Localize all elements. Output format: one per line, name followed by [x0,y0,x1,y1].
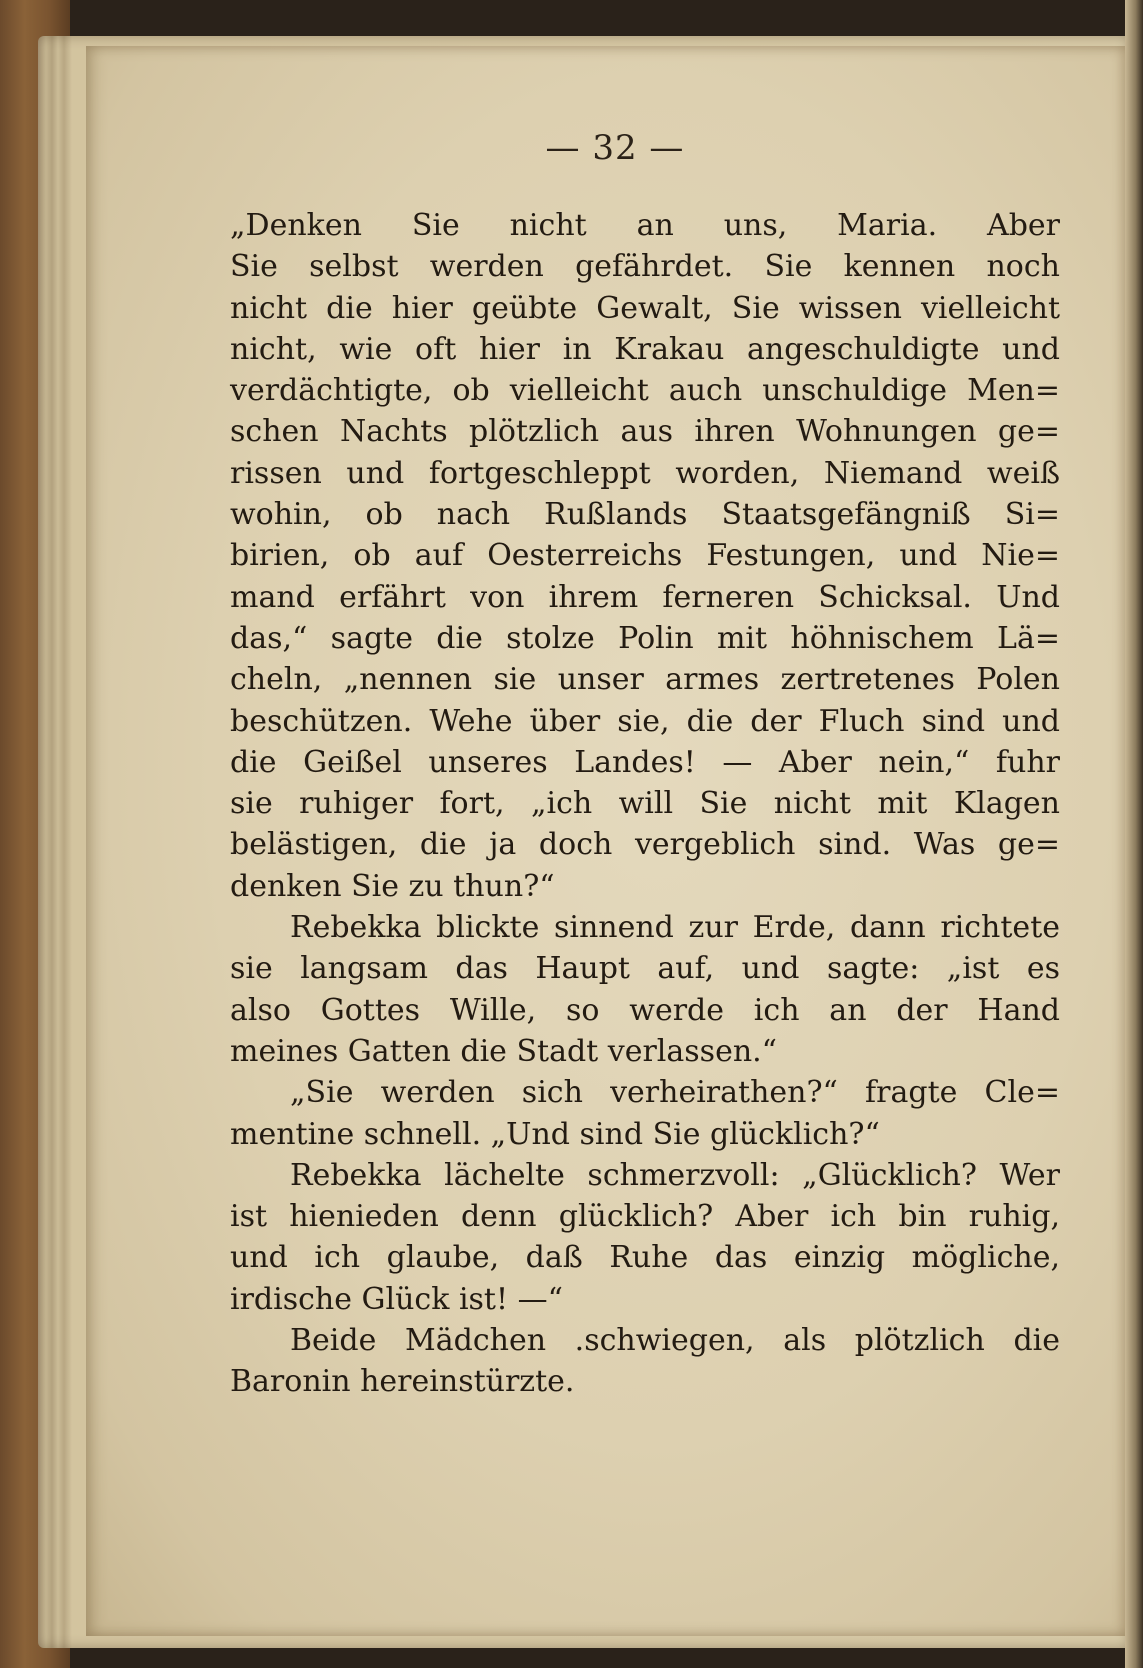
book-cover-right [1125,0,1143,1668]
paragraph-start-line: Rebekka lächelte schmerzvoll: „Glücklich? Wer [290,1157,1060,1193]
text-line: wohin, ob nach Rußlands Staatsgefängniß Si= [230,497,1060,533]
text-line: mentine schnell. „Und sind Sie glücklich?“ [230,1116,880,1152]
text-line: rissen und fortgeschleppt worden, Niemand weiß [230,455,1060,491]
text-line: belästigen, die ja doch vergeblich sind. Was ge= [230,827,1060,863]
text-line: und ich glaube, daß Ruhe das einzig mögliche, [230,1240,1060,1276]
text-line: denken Sie zu thun?“ [230,868,555,904]
text-line: birien, ob auf Oesterreichs Festungen, und Nie= [230,538,1060,574]
text-line: cheln, „nennen sie unser armes zertretenes Polen [230,662,1060,698]
text-line: Sie selbst werden gefährdet. Sie kennen noch [230,249,1060,285]
text-line: beschützen. Wehe über sie, die der Fluch sind und [230,703,1060,739]
text-line: das,“ sagte die stolze Polin mit höhnischem Lä= [230,620,1060,656]
text-line: die Geißel unseres Landes! — Aber nein,“ fuhr [230,744,1060,780]
page-number: — 32 — [545,128,685,168]
text-line: nicht die hier geübte Gewalt, Sie wissen vielleicht [230,290,1060,326]
text-line: mand erfährt von ihrem ferneren Schicksal. Und [230,579,1060,615]
text-line: Baronin hereinstürzte. [230,1364,575,1400]
text-line: meines Gatten die Stadt verlassen.“ [230,1033,778,1069]
text-line: schen Nachts plötzlich aus ihren Wohnungen ge= [230,414,1060,450]
paragraph-start-line: „Sie werden sich verheirathen?“ fragte Cle= [290,1075,1060,1111]
text-line: verdächtigte, ob vielleicht auch unschuldige Men= [230,373,1060,409]
paragraph-start-line: Beide Mädchen .schwiegen, als plötzlich die [290,1323,1060,1359]
text-line: „Denken Sie nicht an uns, Maria. Aber [230,208,1060,243]
text-line: irdische Glück ist! —“ [230,1281,563,1317]
page-text [230,205,1060,1403]
text-line: nicht, wie oft hier in Krakau angeschuldigte und [230,331,1060,367]
text-line: also Gottes Wille, so werde ich an der Hand [230,992,1060,1028]
paragraph-start-line: Rebekka blickte sinnend zur Erde, dann richtete [290,910,1060,946]
text-line: sie ruhiger fort, „ich will Sie nicht mit Klagen [230,786,1060,822]
text-line: ist hienieden denn glücklich? Aber ich bin ruhig, [230,1199,1060,1235]
text-line: sie langsam das Haupt auf, und sagte: „ist es [230,951,1060,987]
